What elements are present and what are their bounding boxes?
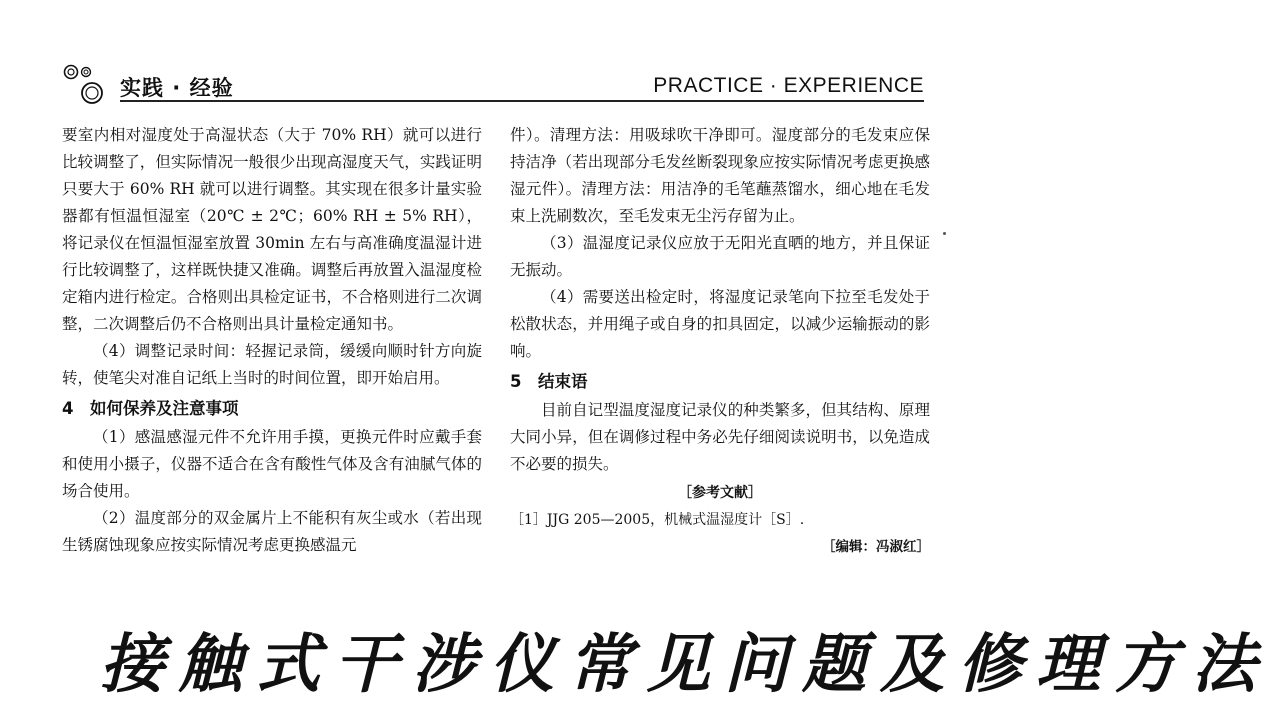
paragraph: 件）。清理方法：用吸球吹干净即可。湿度部分的毛发束应保持洁净（若出现部分毛发丝断裂现象应按实际情况考虑更换感湿元件）。清理方法：用洁净的毛笔蘸蒸馏水，细心地在毛发束上洗刷数次，至毛发束无尘污存留为止。 <box>510 126 930 225</box>
page-header <box>62 60 924 106</box>
reference-item: ［1］JJG 205—2005，机械式温湿度计［S］. <box>510 512 805 528</box>
section-title-cn: 实践 · 经验 <box>120 76 234 100</box>
editor-credit: ［编辑：冯淑红］ <box>822 539 930 555</box>
paragraph: （4）调整记录时间：轻握记录筒，缓缓向顺时针方向旋转，使笔尖对准自记纸上当时的时间位置，即开始启用。 <box>62 342 482 387</box>
next-article-title: 接触式干涉仪常见问题及修理方法 <box>100 628 1270 702</box>
margin-mark <box>943 232 946 235</box>
paragraph: 要室内相对湿度处于高湿状态（大于 70% RH）就可以进行比较调整了，但实际情况一般很少出现高湿度天气，实践证明只要大于 60% RH 就可以进行调整。其实现在很多计量实验器都有恒温恒湿室（20℃ ± 2℃；60% RH ± 5% RH），将记录仪在恒温恒湿室放置 30min 左右与高准确度温湿计进行比较调整了，这样既快捷又准确。调整后再放置入温湿度检定箱内进行检定。合格则出具检定证书，不合格则进行二次调整，二次调整后仍不合格则出具计量检定通知书。 <box>62 126 482 333</box>
section-heading: 5 结束语 <box>510 372 588 391</box>
paragraph: （4）需要送出检定时，将湿度记录笔向下拉至毛发处于松散状态，并用绳子或自身的扣具固定，以减少运输振动的影响。 <box>510 288 930 360</box>
paragraph: （1）感温感湿元件不允许用手摸，更换元件时应戴手套和使用小摄子，仪器不适合在含有酸性气体及含有油腻气体的场合使用。 <box>62 428 482 500</box>
paragraph: （3）温湿度记录仪应放于无阳光直晒的地方，并且保证无振动。 <box>510 234 930 279</box>
paragraph: （2）温度部分的双金属片上不能积有灰尘或水（若出现生锈腐蚀现象应按实际情况考虑更换感温元 <box>62 509 482 554</box>
header-rule <box>120 100 924 102</box>
section-logo-icon <box>62 62 112 106</box>
references-title: ［参考文献］ <box>678 485 762 501</box>
section-title-en: PRACTICE · EXPERIENCE <box>653 74 924 97</box>
paragraph: 目前自记型温度湿度记录仪的种类繁多，但其结构、原理大同小异，但在调修过程中务必先仔细阅读说明书，以免造成不必要的损失。 <box>510 401 930 473</box>
left-column <box>62 122 482 559</box>
section-heading: 4 如何保养及注意事项 <box>62 399 239 418</box>
right-column <box>510 122 930 561</box>
